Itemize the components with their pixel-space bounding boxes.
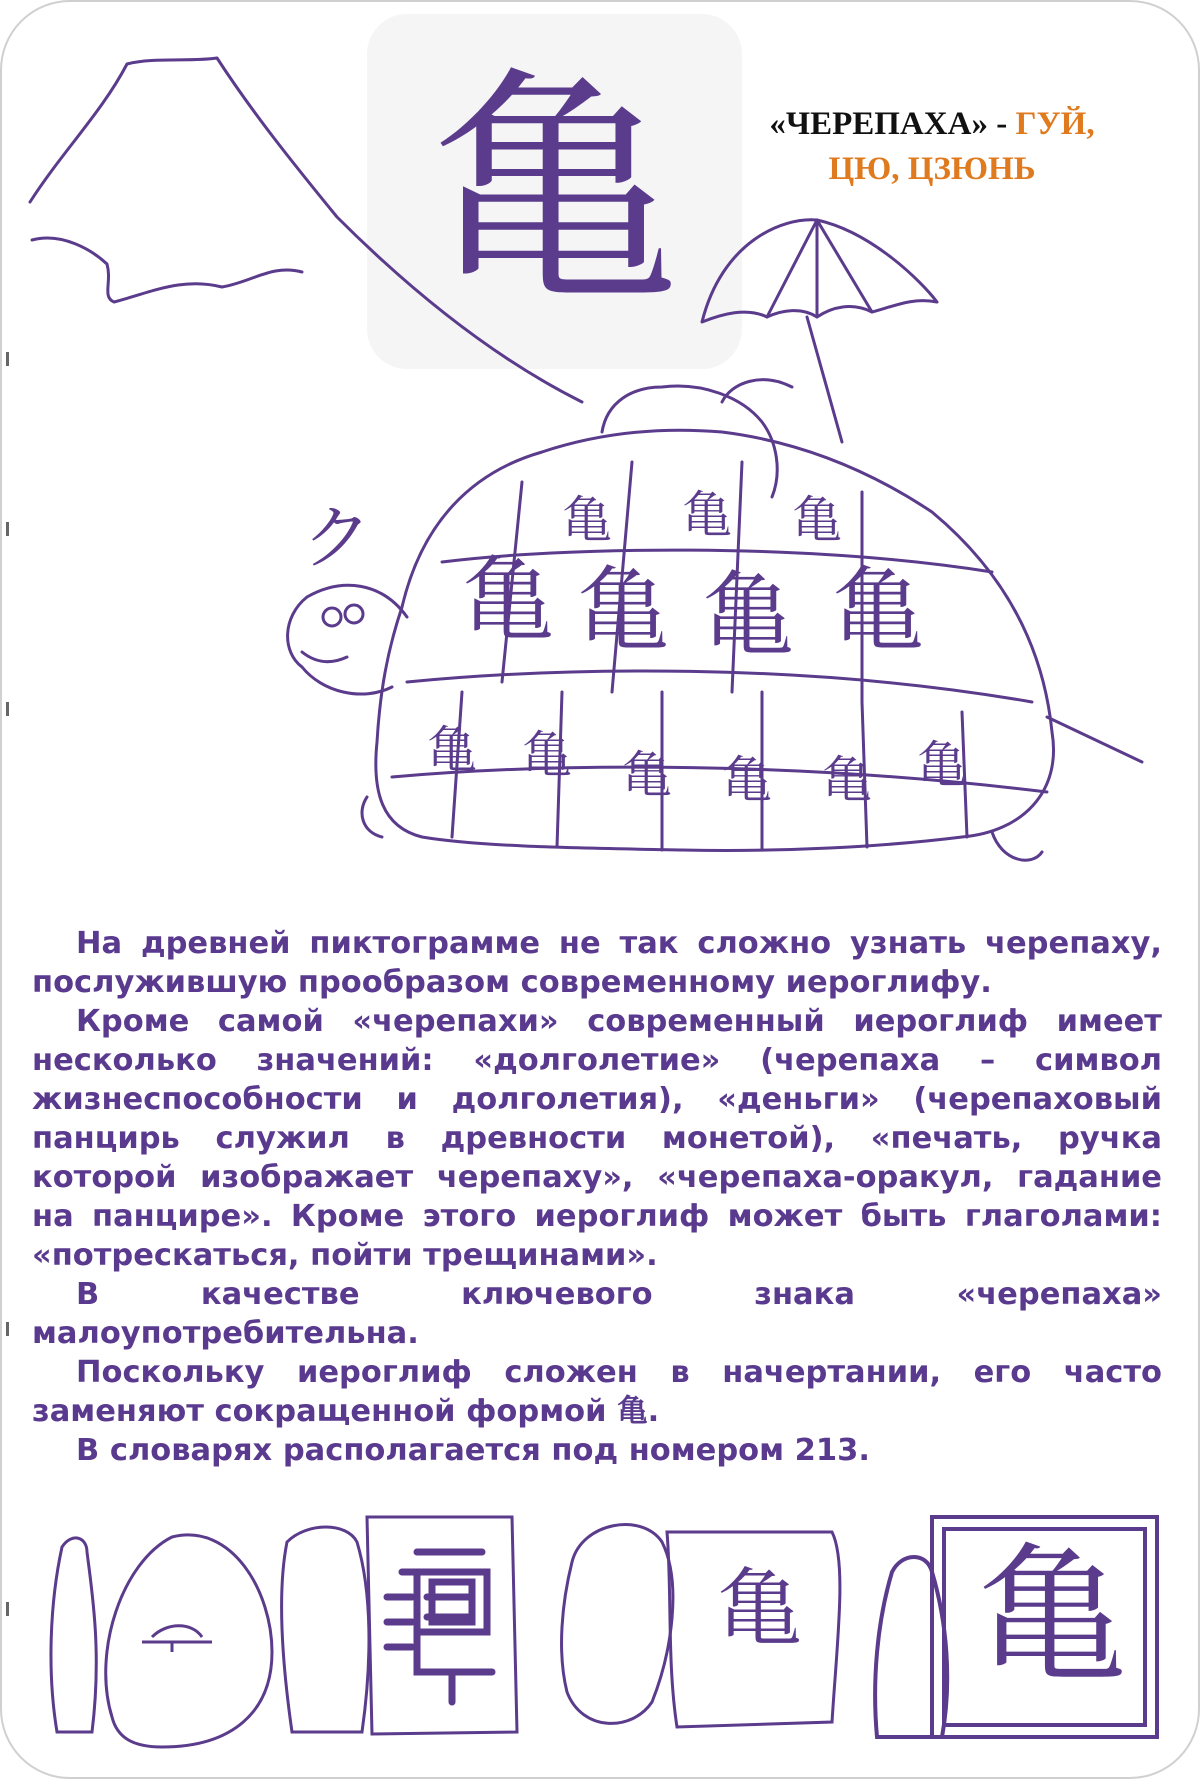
shell-character-small: 亀 — [822, 751, 872, 809]
shell-character: 亀 — [462, 547, 555, 654]
edge-mark — [6, 1322, 9, 1336]
evolution-stage-1 — [32, 1502, 282, 1752]
framed-character: 亀 — [977, 1530, 1128, 1704]
umbrella-handle — [807, 317, 842, 442]
shell-character-small: 亀 — [622, 746, 672, 804]
shell-character-small: 亀 — [792, 491, 842, 549]
shell-characters — [462, 547, 924, 669]
shell-character-small: 亀 — [917, 736, 967, 794]
edge-mark — [6, 1602, 9, 1616]
shell-character: 亀 — [832, 557, 925, 664]
sage-figure — [51, 1538, 96, 1732]
main-character: 亀 — [429, 46, 680, 337]
turtle-head — [288, 585, 407, 694]
description — [32, 924, 1162, 1470]
paragraph-4: Поскольку иероглиф сложен в начертании, его часто заменяют сокращенной формой 亀. — [32, 1355, 1162, 1429]
title-readings-1: ГУЙ, — [1015, 106, 1095, 142]
scholar-figure — [875, 1557, 947, 1737]
shell-character-small: 亀 — [682, 486, 732, 544]
mountain — [30, 58, 582, 402]
evolution-strip — [32, 1502, 1172, 1752]
shell-character-small: 亀 — [722, 751, 772, 809]
dragon-figure — [562, 1525, 673, 1724]
title-russian: «ЧЕРЕПАХА» - — [769, 106, 1008, 142]
mountain-snowline — [32, 238, 302, 302]
shell-character-small: 亀 — [522, 726, 572, 784]
shell-character: 亀 — [702, 562, 795, 669]
shell-character-small: 亀 — [427, 721, 477, 779]
turtle-illustration — [2, 2, 1200, 902]
turtle-head-kana: ク — [302, 497, 372, 579]
evolution-stage-2 — [277, 1502, 527, 1752]
paragraph-3: В качестве ключевого знака «черепаха» малоупотребительна. — [32, 1277, 1162, 1351]
warrior-figure — [282, 1527, 369, 1732]
umbrella-canopy — [702, 220, 937, 322]
evolution-stage-4 — [872, 1502, 1172, 1752]
paragraph-2: Кроме самой «черепахи» современный иероглиф имеет несколько значений: «долголетие» (черепаха – символ жизнеспособности и долголетия), «деньги» (черепаховый панцирь служил в древности монетой), «печать, ручка которой изображает черепаху», «черепаха-оракул, гадание на панцире». Кроме этого иероглиф может быть глаголами: «потрескаться, пойти трещинами». — [32, 1004, 1162, 1273]
evolution-stage-3 — [552, 1502, 852, 1752]
scroll-character: 亀 — [717, 1560, 803, 1659]
turtle-pictogram-icon — [142, 1626, 212, 1652]
paragraph-5: В словарях располагается под номером 213. — [76, 1433, 870, 1468]
title-readings-2: ЦЮ, ЦЗЮНЬ — [828, 151, 1036, 187]
shell-character-small: 亀 — [562, 491, 612, 549]
shell-character: 亀 — [577, 557, 670, 664]
seal-script-character — [387, 1552, 492, 1702]
paragraph-1: На древней пиктограмме не так сложно узнать черепаху, послужившую прообразом современному иероглифу. — [32, 926, 1162, 1000]
